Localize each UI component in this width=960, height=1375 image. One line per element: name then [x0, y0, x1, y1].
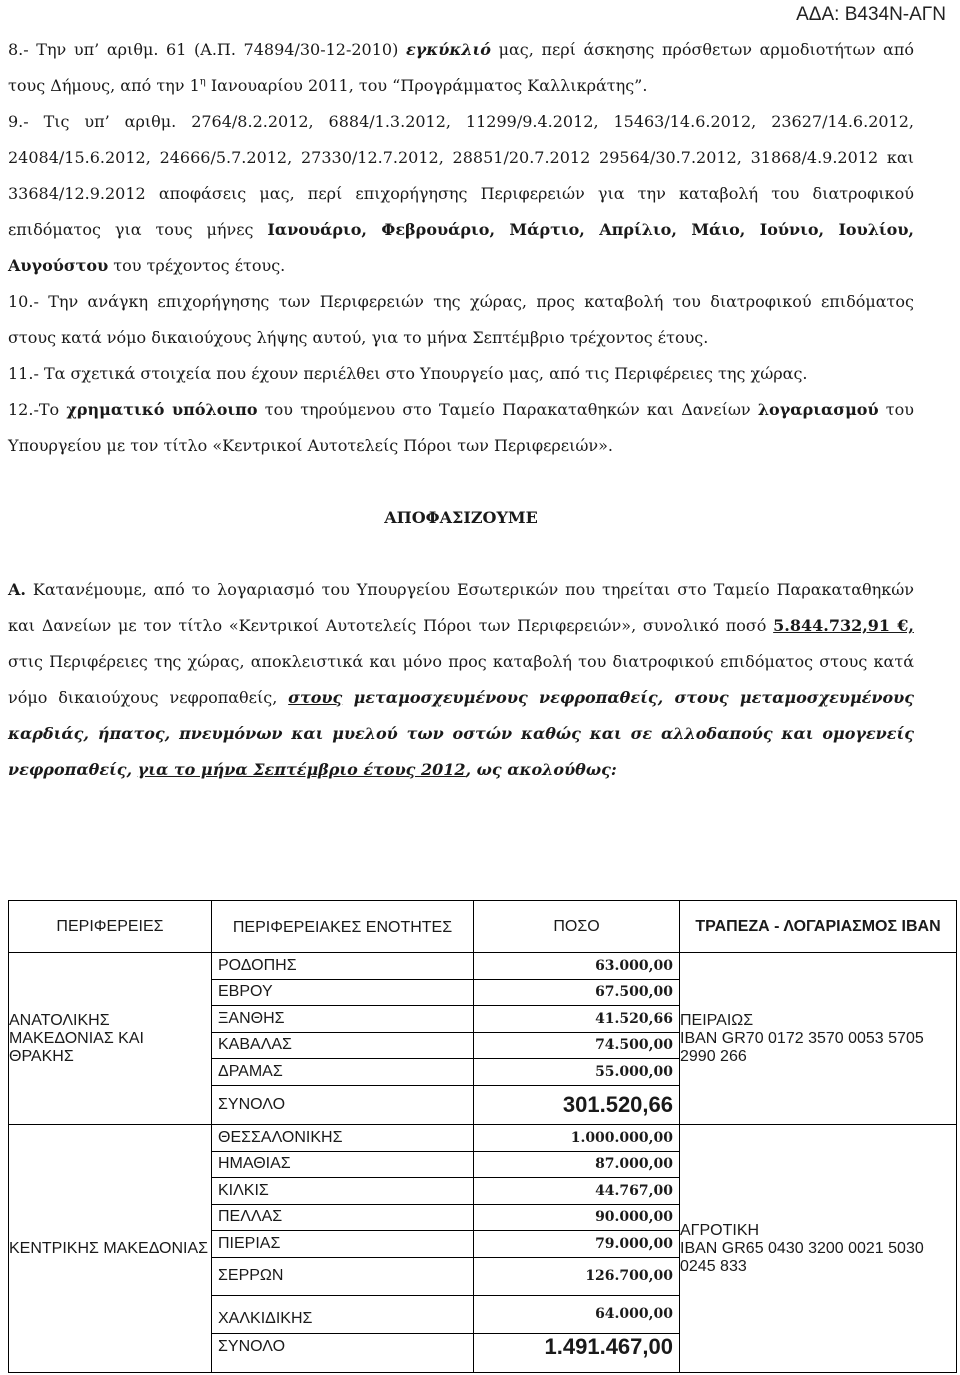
- list-item: ΡΟΔΟΠΗΣ: [212, 953, 473, 980]
- header-amount: ΠΟΣΟ: [474, 901, 680, 953]
- document-body: [8, 32, 914, 788]
- iban-value: IBAN GR65 0430 3200 0021 5030 0245 833: [680, 1239, 924, 1275]
- iban-value: IBAN GR70 0172 3570 0053 5705 2990 266: [680, 1029, 924, 1065]
- paragraph-a: Α. Κατανέμουμε, από το λογαριασμό του Υπουργείου Εσωτερικών που τηρείται στο Ταμείο Παρακαταθηκών και Δανείων με τον τίτλο «Κεντρικοί Αυτοτελείς Πόροι των Περιφερειών», συνολικό ποσό 5.844.732,91 €, στις Περιφέρειες της χώρας, αποκλειστικά και μόνο προς καταβολή του διατροφικού επιδόματος στους κατά νόμο δικαιούχους νεφροπαθείς, στους μεταμοσχευμένους νεφροπαθείς, στους μεταμοσχευμένους καρδιάς, ήπατος, πνευμόνων και μυελού των οστών καθώς και σε αλλοδαπούς και ομογενείς νεφροπαθείς, για το μήνα Σεπτέμβριο έτους 2012, ως ακολούθως:: [8, 580, 915, 779]
- list-item: ΠΙΕΡΙΑΣ: [212, 1231, 473, 1258]
- amount-value: 41.520,66: [595, 1010, 673, 1027]
- amount-value: 126.700,00: [585, 1268, 673, 1284]
- list-item: ΗΜΑΘΙΑΣ: [212, 1152, 473, 1179]
- paragraph-11: 11.- Τα σχετικά στοιχεία που έχουν περιέλθει στο Υπουργείο μας, από τις Περιφέρειες της χώρας.: [8, 364, 808, 383]
- header-bank: ΤΡΑΠΕΖΑ - ΛΟΓΑΡΙΑΣΜΟΣ IBAN: [680, 901, 957, 953]
- list-item: ΣΕΡΡΩΝ: [212, 1258, 473, 1296]
- list-item: ΧΑΛΚΙΔΙΚΗΣ: [212, 1296, 473, 1334]
- bank-cell: [680, 953, 957, 1125]
- list-item: ΘΕΣΣΑΛΟΝΙΚΗΣ: [212, 1125, 473, 1152]
- bank-cell: [680, 1125, 957, 1373]
- bank-name: ΠΕΙΡΑΙΩΣ: [680, 1011, 754, 1029]
- amount-value: 79.000,00: [595, 1235, 673, 1252]
- list-item: ΠΕΛΛΑΣ: [212, 1205, 473, 1232]
- bank-name: ΑΓΡΟΤΙΚΗ: [680, 1221, 760, 1239]
- amounts-cell: [474, 1125, 680, 1373]
- list-item: ΔΡΑΜΑΣ: [212, 1059, 473, 1086]
- decision-heading: ΑΠΟΦΑΣΙΖΟΥΜΕ: [384, 508, 538, 527]
- header-units: ΠΕΡΙΦΕΡΕΙΑΚΕΣ ΕΝΟΤΗΤΕΣ: [212, 901, 474, 953]
- amount-value: 1.000.000,00: [570, 1129, 673, 1146]
- units-cell: [212, 1125, 474, 1373]
- amount-value: 67.500,00: [595, 984, 673, 1001]
- amount-value: 90.000,00: [595, 1209, 673, 1226]
- table-row: [9, 1125, 957, 1373]
- list-item: ΕΒΡΟΥ: [212, 980, 473, 1007]
- table-row: [9, 953, 957, 1125]
- amount-value: 63.000,00: [595, 957, 673, 974]
- region-name: ΑΝΑΤΟΛΙΚΗΣ ΜΑΚΕΔΟΝΙΑΣ ΚΑΙ ΘΡΑΚΗΣ: [9, 953, 212, 1125]
- allocation-table: [8, 900, 957, 1373]
- amount-value: 74.500,00: [595, 1037, 673, 1054]
- amount-value: 44.767,00: [595, 1182, 673, 1199]
- total-row: ΣΥΝΟΛΟ: [218, 1095, 286, 1113]
- document-ada-code: ΑΔΑ: Β434Ν-ΑΓΝ: [796, 4, 946, 25]
- amount-value: 87.000,00: [595, 1156, 673, 1173]
- total-row: ΣΥΝΟΛΟ: [218, 1337, 286, 1355]
- paragraph-10: 10.- Την ανάγκη επιχορήγησης των Περιφερειών της χώρας, προς καταβολή του διατροφικού επιδόματος στους κατά νόμο δικαιούχους λήψης αυτού, για το μήνα Σεπτέμβριο τρέχοντος έτους.: [8, 292, 914, 347]
- paragraph-8: 8.- Την υπ’ αριθμ. 61 (Α.Π. 74894/30-12-2010) εγκύκλιό μας, περί άσκησης πρόσθετων αρμοδιοτήτων από τους Δήμους, από την $1^\eta$ Ιανουαρίου 2011, του “Προγράμματος Καλλικράτης”.: [8, 40, 914, 95]
- amount-value: 64.000,00: [595, 1306, 673, 1322]
- total-amount: 1.491.467,00: [544, 1333, 673, 1359]
- amount-value: 55.000,00: [595, 1063, 673, 1080]
- header-regions: ΠΕΡΙΦΕΡΕΙΕΣ: [9, 901, 212, 953]
- list-item: ΚΙΛΚΙΣ: [212, 1178, 473, 1205]
- paragraph-12: 12.-Το χρηματικό υπόλοιπο του τηρούμενου στο Ταμείο Παρακαταθηκών και Δανείων λογαριασμού του Υπουργείου με τον τίτλο «Κεντρικοί Αυτοτελείς Πόροι των Περιφερειών».: [8, 400, 914, 455]
- units-cell: [212, 953, 474, 1125]
- list-item: ΚΑΒΑΛΑΣ: [212, 1033, 473, 1060]
- region-name: ΚΕΝΤΡΙΚΗΣ ΜΑΚΕΔΟΝΙΑΣ: [9, 1125, 212, 1373]
- table-header-row: [9, 901, 957, 953]
- amounts-cell: [474, 953, 680, 1125]
- paragraph-9: 9.- Τις υπ’ αριθμ. 2764/8.2.2012, 6884/1.3.2012, 11299/9.4.2012, 15463/14.6.2012, 23627/14.6.2012, 24084/15.6.2012, 24666/5.7.2012, 27330/12.7.2012, 28851/20.7.2012 29564/30.7.2012, 31868/4.9.2012 και 33684/12.9.2012 αποφάσεις μας, περί επιχορήγησης Περιφερειών για την καταβολή του διατροφικού επιδόματος για τους μήνες Ιανουάριο, Φεβρουάριο, Μάρτιο, Απρίλιο, Μάιο, Ιούνιο, Ιουλίου, Αυγούστου του τρέχοντος έτους.: [8, 112, 915, 275]
- total-amount: 301.520,66: [562, 1091, 673, 1117]
- list-item: ΞΑΝΘΗΣ: [212, 1006, 473, 1033]
